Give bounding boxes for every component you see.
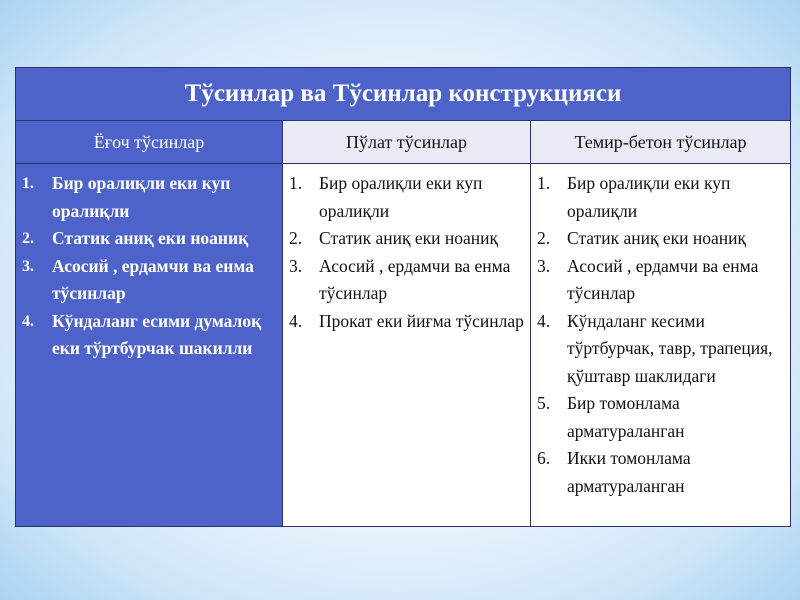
list-number: 2. xyxy=(22,230,34,247)
list-number: 2. xyxy=(537,228,551,248)
list-item-text: Статик аниқ еки ноаниқ xyxy=(319,228,499,248)
list-item-text: Прокат еки йиғма тўсинлар xyxy=(319,310,524,331)
list-item-text: Бир оралиқли еки куп оралиқли xyxy=(567,173,731,221)
list-number: 1. xyxy=(289,173,303,193)
list-number: 3. xyxy=(537,255,551,276)
list-item xyxy=(22,253,276,308)
list-item-text: Бир томонлама арматураланган xyxy=(567,393,685,441)
reinforced-concrete-beams-list xyxy=(537,170,784,500)
list-item-text: Асосий , ердамчи ва енма тўсинлар xyxy=(52,255,254,303)
list-item xyxy=(537,170,784,225)
list-item-text: Бир оралиқли еки куп оралиқли xyxy=(52,173,231,221)
list-item xyxy=(22,308,276,363)
list-item xyxy=(289,253,524,308)
list-number: 6. xyxy=(537,448,551,468)
list-item xyxy=(289,308,524,336)
list-item xyxy=(537,253,784,308)
slide-title: Тўсинлар ва Тўсинлар конструкцияси xyxy=(16,68,791,121)
list-item-text: Кўндаланг кесими тўртбурчак, тавр, трапеция, қўштавр шаклидаги xyxy=(567,310,773,386)
list-item-text: Статик аниқ еки ноаниқ xyxy=(52,228,249,248)
header-row xyxy=(16,121,791,164)
list-number: 5. xyxy=(537,393,551,413)
header-steel-beams: Пўлат тўсинлар xyxy=(283,121,531,164)
list-number: 4. xyxy=(537,310,551,331)
list-item-text: Кўндаланг есими думалоқ еки тўртбурчак шакилли xyxy=(52,310,262,358)
list-item-text: Икки томонлама арматураланган xyxy=(567,448,691,496)
list-number: 1. xyxy=(22,175,34,192)
list-item-text: Асосий , ердамчи ва енма тўсинлар xyxy=(567,255,759,303)
list-number: 4. xyxy=(22,312,34,330)
steel-beams-list xyxy=(289,170,524,335)
list-number: 4. xyxy=(289,310,303,331)
reinforced-concrete-beams-cell xyxy=(531,164,791,527)
list-item xyxy=(289,225,524,253)
list-number: 2. xyxy=(289,228,303,248)
list-item-text: Статик аниқ еки ноаниқ xyxy=(567,228,747,248)
list-number: 3. xyxy=(22,257,34,275)
list-item xyxy=(537,390,784,445)
header-wood-beams: Ёғоч тўсинлар xyxy=(16,121,283,164)
list-item xyxy=(22,170,276,225)
wood-beams-cell xyxy=(16,164,283,527)
list-item-text: Асосий , ердамчи ва енма тўсинлар xyxy=(319,255,511,303)
list-item xyxy=(537,225,784,253)
header-reinforced-concrete-beams: Темир-бетон тўсинлар xyxy=(531,121,791,164)
list-item xyxy=(289,170,524,225)
body-row xyxy=(16,164,791,527)
list-item xyxy=(537,308,784,391)
steel-beams-cell xyxy=(283,164,531,527)
list-item-text: Бир оралиқли еки куп оралиқли xyxy=(319,173,483,221)
list-number: 1. xyxy=(537,173,551,193)
list-item xyxy=(537,445,784,500)
wood-beams-list xyxy=(22,170,276,363)
beams-table xyxy=(15,67,791,527)
list-number: 3. xyxy=(289,255,303,276)
list-item xyxy=(22,225,276,253)
title-row xyxy=(16,68,791,121)
